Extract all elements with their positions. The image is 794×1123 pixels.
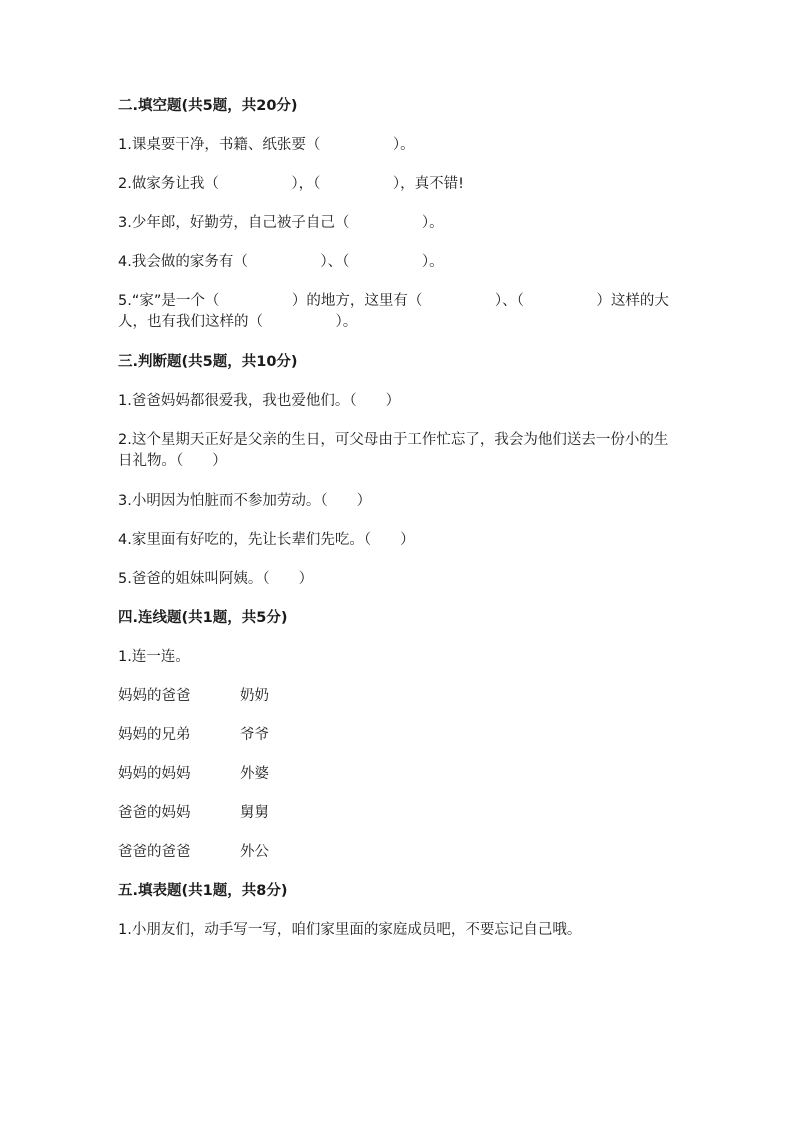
match-left-item: 妈妈的妈妈 [118,766,191,782]
match-right-item: 舅舅 [240,805,269,821]
match-right-item: 奶奶 [240,688,269,704]
match-left-item: 爸爸的妈妈 [118,805,191,821]
fill-question-2: 2.做家务让我（ ），（ ），真不错! [118,176,464,192]
section-title-fill-in: 二.填空题(共5题，共20分) [118,98,298,114]
match-row [118,725,678,745]
match-right-item: 外婆 [240,766,269,782]
match-left-item: 妈妈的爸爸 [118,688,191,704]
judge-question-3: 3.小明因为怕脏而不参加劳动。（ ） [118,493,372,509]
match-row [118,803,678,823]
judge-question-1: 1.爸爸妈妈都很爱我，我也爱他们。（ ） [118,393,401,409]
judge-question-4: 4.家里面有好吃的，先让长辈们先吃。（ ） [118,532,415,548]
section-title-fill-table: 五.填表题(共1题，共8分) [118,883,288,899]
fill-question-3: 3.少年郎，好勤劳，自己被子自己（ ）。 [118,215,444,231]
match-row [118,842,678,862]
exam-page [118,96,678,959]
table-question-1: 1.小朋友们，动手写一写，咱们家里面的家庭成员吧，不要忘记自己哦。 [118,922,582,938]
fill-question-1: 1.课桌要干净，书籍、纸张要（ ）。 [118,137,415,153]
judge-question-2: 2.这个星期天正好是父亲的生日，可父母由于工作忙忘了，我会为他们送去一份小的生日礼物。（ ） [118,432,669,469]
match-right-item: 外公 [240,844,269,860]
fill-question-4: 4.我会做的家务有（ ）、（ ）。 [118,254,444,270]
section-title-matching: 四.连线题(共1题，共5分) [118,610,288,626]
match-left-item: 爸爸的爸爸 [118,844,191,860]
match-question-1: 1.连一连。 [118,649,190,665]
judge-question-5: 5.爸爸的姐妹叫阿姨。（ ） [118,571,314,587]
match-row [118,764,678,784]
match-right-item: 爷爷 [240,727,269,743]
section-title-true-false: 三.判断题(共5题，共10分) [118,354,298,370]
fill-question-5: 5.“家”是一个（ ）的地方，这里有（ ）、（ ）这样的大人，也有我们这样的（ ）。 [118,293,669,330]
match-row [118,686,678,706]
match-left-item: 妈妈的兄弟 [118,727,191,743]
